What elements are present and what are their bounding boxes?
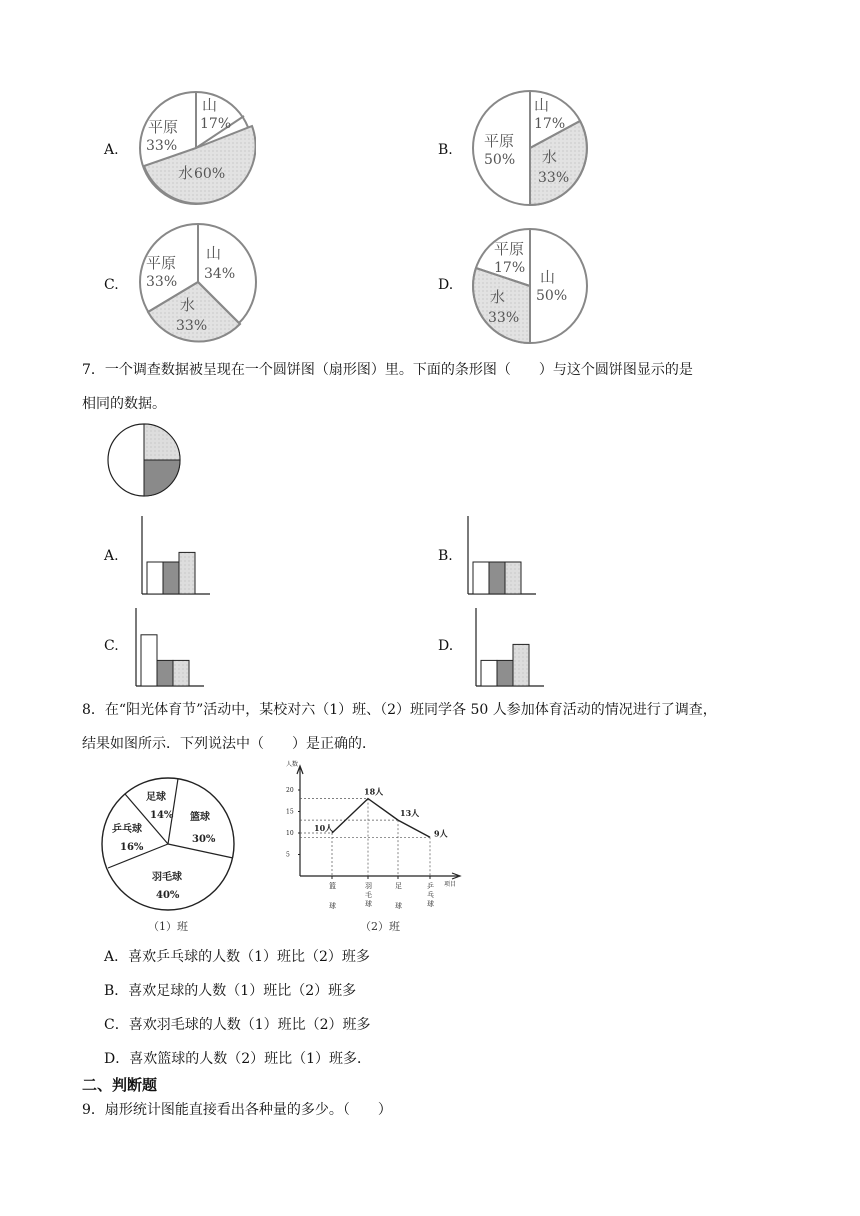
x-axis-label: 项目: [444, 881, 457, 888]
label-pct: 17%: [200, 116, 232, 132]
label-pct: 34%: [204, 266, 236, 282]
option-letter: A.: [104, 142, 119, 158]
option-letter: D.: [438, 638, 454, 654]
label-football: 足球: [146, 792, 166, 803]
bar-1: [481, 660, 497, 686]
label-pingpong: 乒乓球: [112, 824, 142, 835]
label-name: 山: [534, 96, 550, 114]
pie-chart-6a: [136, 86, 256, 210]
label-pct: 33%: [538, 170, 570, 186]
label-pct: 50%: [536, 288, 568, 304]
bar-1: [141, 635, 157, 686]
label-name: 水: [180, 296, 196, 314]
bar-1: [473, 562, 489, 594]
label-name: 平原: [494, 240, 525, 258]
label-badminton-pct: 40%: [156, 890, 180, 901]
line-caption: （2）班: [360, 920, 400, 933]
label-basketball: 篮球: [190, 812, 210, 823]
bar-3: [173, 660, 189, 686]
label-badminton: 羽毛球: [152, 872, 182, 883]
y-tick-label: 5: [286, 851, 290, 859]
label-pct: 33%: [146, 138, 178, 154]
option-letter: C.: [104, 638, 119, 654]
q7-pie-chart: [106, 418, 182, 502]
label-name: 水: [542, 148, 558, 166]
bar-2: [157, 660, 173, 686]
point-label: 18人: [364, 786, 384, 797]
label-basketball-pct: 30%: [192, 834, 216, 845]
label-name: 山: [540, 268, 556, 286]
label-pct: 33%: [176, 318, 208, 334]
question-7-line2: 相同的数据。: [82, 396, 166, 412]
q7-bar-chart-c: [130, 604, 208, 690]
label-name: 水: [490, 288, 506, 306]
x-tick-label: 篮球: [329, 882, 336, 910]
section-title: 二、判断题: [82, 1076, 158, 1094]
answer-b: B．喜欢足球的人数（1）班比（2）班多: [104, 983, 357, 999]
pie-chart-6b: [470, 86, 590, 210]
bar-3: [513, 644, 529, 686]
label-pct: 33%: [488, 310, 520, 326]
x-tick-label: 足球: [395, 882, 402, 910]
y-axis-label: 人数: [286, 761, 299, 768]
question-8-line2: 结果如图所示．下列说法中（ ）是正确的．: [82, 736, 376, 752]
label-pct: 17%: [534, 116, 566, 132]
q8-line-chart: [280, 758, 470, 938]
bar-2: [497, 660, 513, 686]
label-pct: 60%: [194, 166, 226, 182]
bar-2: [163, 562, 179, 594]
label-name: 水: [178, 164, 194, 182]
option-letter: B.: [438, 548, 453, 564]
q7-bar-chart-d: [470, 604, 548, 690]
x-tick-label: 羽毛球: [365, 882, 372, 908]
q7-bar-chart-a: [136, 512, 214, 598]
label-pct: 17%: [494, 260, 526, 276]
pie-chart-6d: [470, 226, 590, 346]
label-pct: 33%: [146, 274, 178, 290]
bar-2: [489, 562, 505, 594]
pie-slice-dark: [144, 460, 180, 496]
y-tick-label: 15: [286, 808, 294, 816]
pie-chart-6c: [136, 220, 260, 344]
x-tick-label: 乒乓球: [427, 882, 434, 908]
answer-d: D．喜欢篮球的人数（2）班比（1）班多．: [104, 1051, 372, 1067]
answer-a: A．喜欢乒乓球的人数（1）班比（2）班多: [104, 949, 370, 965]
point-label: 9人: [434, 828, 448, 839]
option-letter: D.: [438, 277, 454, 293]
pie-slice-light: [144, 424, 180, 460]
y-tick-label: 10: [286, 830, 294, 837]
label-pingpong-pct: 16%: [120, 842, 144, 853]
point-label: 10人: [314, 823, 334, 833]
label-name: 山: [202, 96, 218, 114]
label-name: 山: [206, 244, 222, 262]
question-9: 9．扇形统计图能直接看出各种量的多少。（ ）: [82, 1102, 392, 1118]
option-letter: C.: [104, 277, 119, 293]
label-name: 平原: [148, 118, 179, 136]
point-label: 13人: [400, 808, 420, 819]
label-football-pct: 14%: [150, 810, 174, 821]
label-pct: 50%: [484, 152, 516, 168]
question-7-line1: 7．一个调查数据被呈现在一个圆饼图（扇形图）里。下面的条形图（ ）与这个圆饼图显示的是: [82, 362, 693, 378]
q8-pie-chart: [100, 758, 242, 938]
bar-3: [179, 552, 195, 594]
answer-c: C．喜欢羽毛球的人数（1）班比（2）班多: [104, 1017, 371, 1033]
y-tick-label: 20: [286, 787, 294, 794]
bar-3: [505, 562, 521, 594]
bar-1: [147, 562, 163, 594]
pie-caption: （1）班: [148, 920, 188, 933]
option-letter: A.: [104, 548, 119, 564]
q7-bar-chart-b: [462, 512, 540, 598]
option-letter: B.: [438, 142, 453, 158]
label-name: 平原: [484, 132, 515, 150]
label-name: 平原: [146, 254, 177, 272]
question-8-line1: 8．在“阳光体育节”活动中，某校对六（1）班、（2）班同学各 50 人参加体育活动的情况进行了调查，: [82, 702, 717, 718]
